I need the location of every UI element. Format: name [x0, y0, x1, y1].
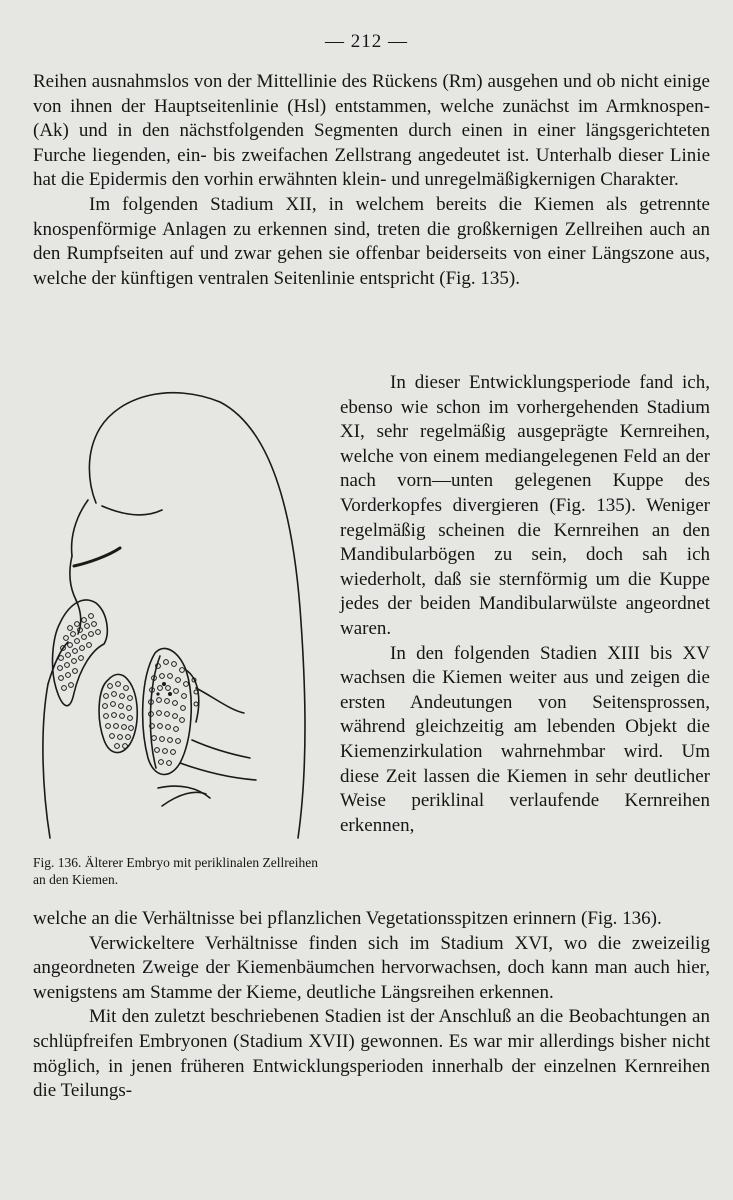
- text-block-side: [340, 371, 710, 838]
- embryo-figure: [30, 388, 320, 850]
- paragraph: In den folgenden Stadien XIII bis XV wachsen die Kiemen weiter aus und zeigen die ersten Andeutungen von Seitensprossen, während gleichzeitig am lebenden Objekt die Kiemenzirkulation wahrnehmbar wird. Um diese Zeit lassen die Kiemen in sehr deutlicher Weise periklinal verlaufende Kernreihen erkennen,: [340, 642, 710, 836]
- paragraph: Verwickeltere Verhältnisse finden sich im Stadium XVI, wo die zweizeilig angeordneten Zweige der Kiemenbäumchen hervorwachsen, doch kann man auch hier, wenigstens am Stamme der Kieme, deutliche Längsreihen erkennen.: [33, 932, 710, 1003]
- paragraph: Im folgenden Stadium XII, in welchem bereits die Kiemen als getrennte knospenförmige Anlagen zu erkennen sind, treten die großkernigen Zellreihen auch an den Rumpfseiten auf und zwar gehen sie offenbar beiderseits von einer Längszone aus, welche der künftigen ventralen Seitenlinie entspricht (Fig. 135).: [33, 193, 710, 289]
- paragraph: Mit den zuletzt beschriebenen Stadien ist der Anschluß an die Beobachtungen an schlüpfreifen Embryonen (Stadium XVII) gewonnen. Es war mir allerdings bisher nicht möglich, in jenen früheren Entwicklungsperioden innerhalb der einzelnen Kernreihen die Teilungs-: [33, 1006, 710, 1102]
- paragraph: In dieser Entwicklungsperiode fand ich, ebenso wie schon im vorhergehenden Stadium XI, sehr regelmäßig ausgeprägte Kernreihen, welche von einem mediangelegenen Feld an der nach vorn—unten gelegenen Kuppe des Vorderkopfes divergieren (Fig. 135). Weniger regelmäßig scheinen die Kernreihen an den Mandibularbögen zu sein, doch sah ich wiederholt, daß sie sternförmig um die Kuppe jedes der beiden Mandibularwülste angeordnet waren.: [340, 372, 710, 639]
- page-number: — 212 —: [325, 31, 408, 52]
- paragraph: welche an die Verhältnisse bei pflanzlichen Vegetationsspitzen erinnern (Fig. 136).: [33, 908, 662, 929]
- paragraph: Reihen ausnahmslos von der Mittellinie des Rückens (Rm) ausgehen und ob nicht einige von ihnen der Hauptseitenlinie (Hsl) entstammen, welche zunächst im Armknospen- (Ak) und in den nächstfolgenden Segmenten durch einen in einer längsgerichteten Furche liegenden, ein- bis zweifachen Zellstrang angedeutet ist. Unterhalb dieser Linie hat die Epidermis den vorhin erwähnten klein- und unregelmäßigkernigen Charakter.: [33, 71, 710, 191]
- text-block-bottom: [33, 907, 710, 1104]
- text-block-top: [33, 70, 710, 291]
- figure-caption: Fig. 136. Älterer Embryo mit periklinalen Zellreihen an den Kiemen.: [33, 855, 318, 887]
- head-outline: [89, 393, 305, 838]
